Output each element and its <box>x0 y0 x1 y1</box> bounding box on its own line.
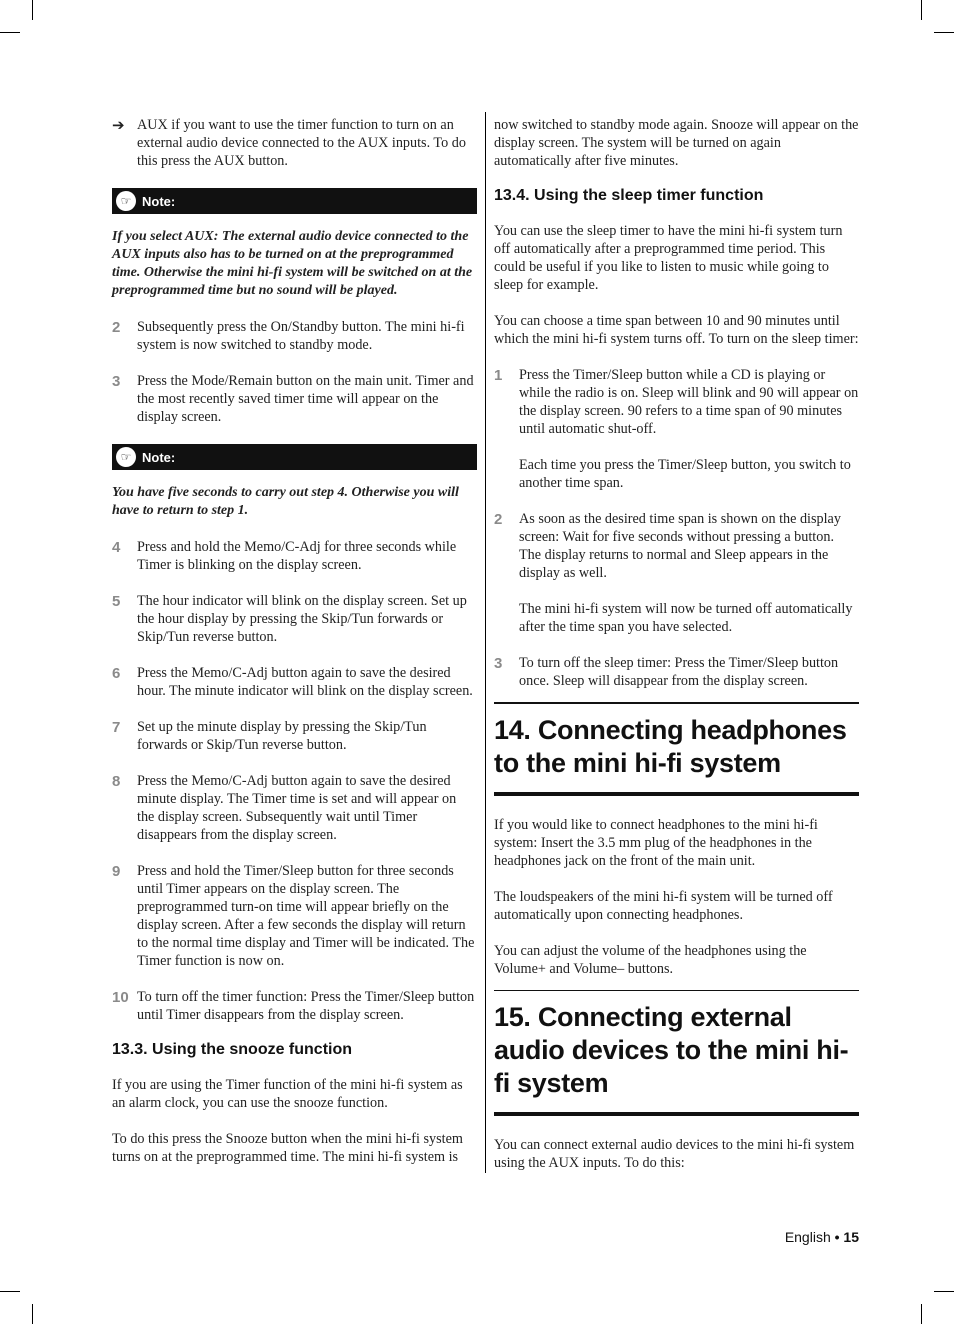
note-header <box>112 188 477 214</box>
step-4 <box>112 538 477 574</box>
step-text: Press the Mode/Remain button on the main unit. Timer and the most recently saved timer time will appear on the display screen. <box>137 373 474 425</box>
right-column <box>494 116 859 1172</box>
step-6 <box>112 664 477 700</box>
step-text: Subsequently press the On/Standby button. The mini hi-fi system is now switched to standby mode. <box>137 319 465 353</box>
step-text: To turn off the sleep timer: Press the Timer/Sleep button once. Sleep will disappear from the display screen. <box>519 655 839 689</box>
step-number: 2 <box>112 319 121 336</box>
step-number: 1 <box>494 367 503 384</box>
footer-language: English <box>784 1229 831 1245</box>
step-number: 3 <box>494 655 503 672</box>
step-2 <box>112 318 477 354</box>
pointing-hand-icon: ☞ <box>116 447 136 467</box>
note-text: You have five seconds to carry out step 4. Otherwise you will have to return to step 1. <box>112 485 459 518</box>
paragraph: The loudspeakers of the mini hi-fi system will be turned off automatically upon connecting headphones. <box>494 889 833 923</box>
aux-option <box>112 116 477 170</box>
step-text: Press and hold the Timer/Sleep button for three seconds until Timer appears on the display screen. The preprogrammed turn-on time will appear briefly on the display screen. After a few seconds the display will return to the normal time display and Timer will be indicated. The Timer function is now on. <box>137 863 475 969</box>
step-text: Press the Timer/Sleep button while a CD is playing or while the radio is on. Sleep will blink and 90 will appear on the display screen. 90 refers to a time span of 90 minutes until automatic shut-off. <box>519 367 859 437</box>
paragraph: You can connect external audio devices to the mini hi-fi system using the AUX inputs. To do this: <box>494 1137 855 1171</box>
heading-rule <box>494 1112 859 1116</box>
right-arrow-icon: ➔ <box>112 116 125 134</box>
step-8 <box>112 772 477 844</box>
step-7 <box>112 718 477 754</box>
step-10 <box>112 988 477 1024</box>
step-number: 10 <box>112 989 129 1006</box>
step-text: To turn off the timer function: Press the Timer/Sleep button until Timer disappears from the display screen. <box>137 989 475 1023</box>
aux-option-text: AUX if you want to use the timer function to turn on an external audio device connected to the AUX inputs. To do this press the AUX button. <box>137 117 466 169</box>
crop-mark <box>934 32 954 33</box>
column-divider <box>485 112 486 1173</box>
chapter-14-heading-block <box>494 702 859 796</box>
heading-rule <box>494 792 859 796</box>
step-text: Each time you press the Timer/Sleep button, you switch to another time span. <box>519 457 851 491</box>
sleep-step-2 <box>494 510 859 636</box>
note-label: Note: <box>142 193 176 209</box>
step-text: Press and hold the Memo/C-Adj for three seconds while Timer is blinking on the display screen. <box>137 539 457 573</box>
sleep-step-3 <box>494 654 859 690</box>
chapter-heading: 14. Connecting headphones to the mini hi-fi system <box>494 715 847 778</box>
crop-mark <box>921 1304 922 1324</box>
sleep-step-1 <box>494 366 859 492</box>
paragraph: You can adjust the volume of the headphones using the Volume+ and Volume– buttons. <box>494 943 807 977</box>
crop-mark <box>32 0 33 20</box>
note-text: If you select AUX: The external audio device connected to the AUX inputs also has to be turned on at the preprogrammed time. Otherwise the mini hi-fi system will be switched on at the preprogrammed time but no sound will be played. <box>112 229 473 298</box>
step-text: As soon as the desired time span is shown on the display screen: Wait for five seconds without pressing a button. The display returns to normal and Sleep appears in the display as well. <box>519 511 841 581</box>
step-number: 8 <box>112 773 121 790</box>
note-label: Note: <box>142 449 176 465</box>
chapter-heading: 15. Connecting external audio devices to the mini hi-fi system <box>494 1002 849 1098</box>
left-column <box>112 116 477 1166</box>
paragraph: If you would like to connect headphones to the mini hi-fi system: Insert the 3.5 mm plug of the headphones in the headphones jack on the front of the main unit. <box>494 817 818 869</box>
crop-mark <box>934 1291 954 1292</box>
crop-mark <box>921 0 922 20</box>
step-number: 2 <box>494 511 503 528</box>
step-number: 9 <box>112 863 121 880</box>
page-number: 15 <box>843 1229 859 1245</box>
paragraph: now switched to standby mode again. Snooze will appear on the display screen. The system will be turned on again automatically after five minutes. <box>494 117 859 169</box>
note-header <box>112 444 477 470</box>
step-text: Set up the minute display by pressing the Skip/Tun forwards or Skip/Tun reverse button. <box>137 719 427 753</box>
step-text: The hour indicator will blink on the display screen. Set up the hour display by pressing the Skip/Tun forwards or Skip/Tun reverse button. <box>137 593 467 645</box>
step-number: 6 <box>112 665 121 682</box>
chapter-15-heading-block <box>494 990 859 1116</box>
step-5 <box>112 592 477 646</box>
section-heading-snooze: 13.3. Using the snooze function <box>112 1041 353 1058</box>
footer-separator: • <box>830 1229 844 1245</box>
step-text: The mini hi-fi system will now be turned off automatically after the time span you have selected. <box>519 601 853 635</box>
step-number: 7 <box>112 719 121 736</box>
crop-mark <box>0 1291 20 1292</box>
crop-mark <box>0 32 20 33</box>
step-number: 3 <box>112 373 121 390</box>
step-number: 4 <box>112 539 121 556</box>
step-9 <box>112 862 477 970</box>
step-text: Press the Memo/C-Adj button again to save the desired minute display. The Timer time is set and will appear on the display screen. Subsequently wait until Timer disappears from the display screen. <box>137 773 457 843</box>
section-heading-sleep: 13.4. Using the sleep timer function <box>494 187 764 204</box>
step-number: 5 <box>112 593 121 610</box>
step-3 <box>112 372 477 426</box>
step-text: Press the Memo/C-Adj button again to save the desired hour. The minute indicator will blink on the display screen. <box>137 665 473 699</box>
paragraph: To do this press the Snooze button when the mini hi-fi system turns on at the preprogrammed time. The mini hi-fi system is <box>112 1131 463 1165</box>
crop-mark <box>32 1304 33 1324</box>
paragraph: You can use the sleep timer to have the mini hi-fi system turn off automatically after a preprogrammed time period. This could be useful if you like to listen to music while going to sleep for example. <box>494 223 843 293</box>
paragraph: You can choose a time span between 10 and 90 minutes until which the mini hi-fi system turns off. To turn on the sleep timer: <box>494 313 859 347</box>
paragraph: If you are using the Timer function of the mini hi-fi system as an alarm clock, you can use the snooze function. <box>112 1077 463 1111</box>
page-footer <box>785 1229 859 1245</box>
pointing-hand-icon: ☞ <box>116 191 136 211</box>
